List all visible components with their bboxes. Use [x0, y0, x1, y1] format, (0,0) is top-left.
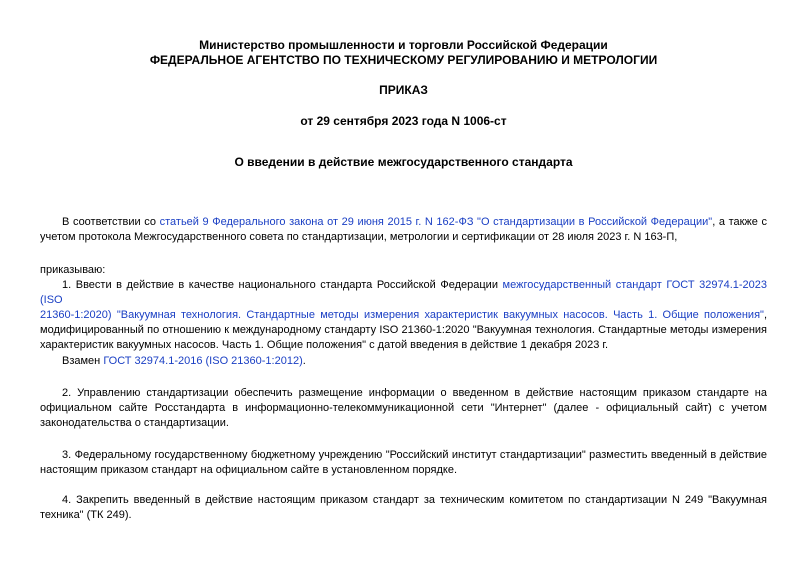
- item-1-line-1: 1. Ввести в действие в качестве национального стандарта Российской Федерации межгосударственный стандарт ГОСТ 32974.1-2023 (ISO: [40, 279, 768, 306]
- item-3-paragraph: 3. Федеральному государственному бюджетному учреждению "Российский институт стандартизации" разместить введенный в действие настоящим приказом стандарт на официальном сайте в установленном порядке.: [40, 449, 767, 476]
- preamble-paragraph: [40, 215, 767, 245]
- preamble-line-1: В соответствии со статьей 9 Федерального закона от 29 июня 2015 г. N 162-ФЗ "О стандартизации в Российской Федерации", а также с: [62, 216, 768, 228]
- agency-heading: ФЕДЕРАЛЬНОЕ АГЕНТСТВО ПО ТЕХНИЧЕСКОМУ РЕГУЛИРОВАНИЮ И МЕТРОЛОГИИ: [149, 53, 658, 67]
- document-title: О введении в действие межгосударственного стандарта: [234, 155, 573, 169]
- preamble-line-2: учетом протокола Межгосударственного совета по стандартизации, метрологии и сертификации от 28 июля 2023 г. N 163-П,: [40, 231, 678, 243]
- federal-law-link[interactable]: статьей 9 Федерального закона от 29 июня 2015 г. N 162-ФЗ "О стандартизации в Российской Федерации": [159, 216, 713, 228]
- item-1-line-2: 21360-1:2020) "Вакуумная технология. Стандартные методы измерения характеристик вакуумных насосов. Часть 1. Общие положения",: [40, 309, 767, 321]
- ministry-heading: Министерство промышленности и торговли Российской Федерации: [199, 38, 608, 52]
- document-type: ПРИКАЗ: [379, 83, 428, 97]
- replacement-note: Взамен ГОСТ 32974.1-2016 (ISO 21360-1:2012).: [62, 355, 306, 367]
- item-4-paragraph: 4. Закрепить введенный в действие настоящим приказом стандарт за техническим комитетом по стандартизации N 249 "Вакуумная техника" (ТК 249).: [40, 494, 767, 521]
- gost-2023-link-part2[interactable]: 21360-1:2020) "Вакуумная технология. Стандартные методы измерения характеристик вакуумных насосов. Часть 1. Общие положения": [40, 309, 764, 321]
- gost-2016-link[interactable]: ГОСТ 32974.1-2016 (ISO 21360-1:2012): [103, 355, 303, 367]
- item-1-line-3: модифицированный по отношению к международному стандарту ISO 21360-1:2020 "Вакуумная технология. Стандартные методы измерения: [40, 324, 767, 336]
- document-date-number: от 29 сентября 2023 года N 1006-ст: [300, 114, 507, 128]
- order-word: приказываю:: [40, 264, 106, 276]
- item-1-paragraph: [40, 278, 767, 353]
- item-1-line-4: характеристик вакуумных насосов. Часть 1. Общие положения" с датой введения в действие 1 декабря 2023 г.: [40, 339, 609, 351]
- gost-2023-link-part1[interactable]: межгосударственный стандарт ГОСТ 32974.1-2023 (ISO: [40, 279, 768, 306]
- item-2-paragraph: 2. Управлению стандартизации обеспечить размещение информации о введенном в действие настоящим приказом стандарте на официальном сайте Росстандарта в информационно-телекоммуникационной сети "Интернет" (далее - официальный сайт) с учетом законодательства о стандартизации.: [40, 387, 767, 429]
